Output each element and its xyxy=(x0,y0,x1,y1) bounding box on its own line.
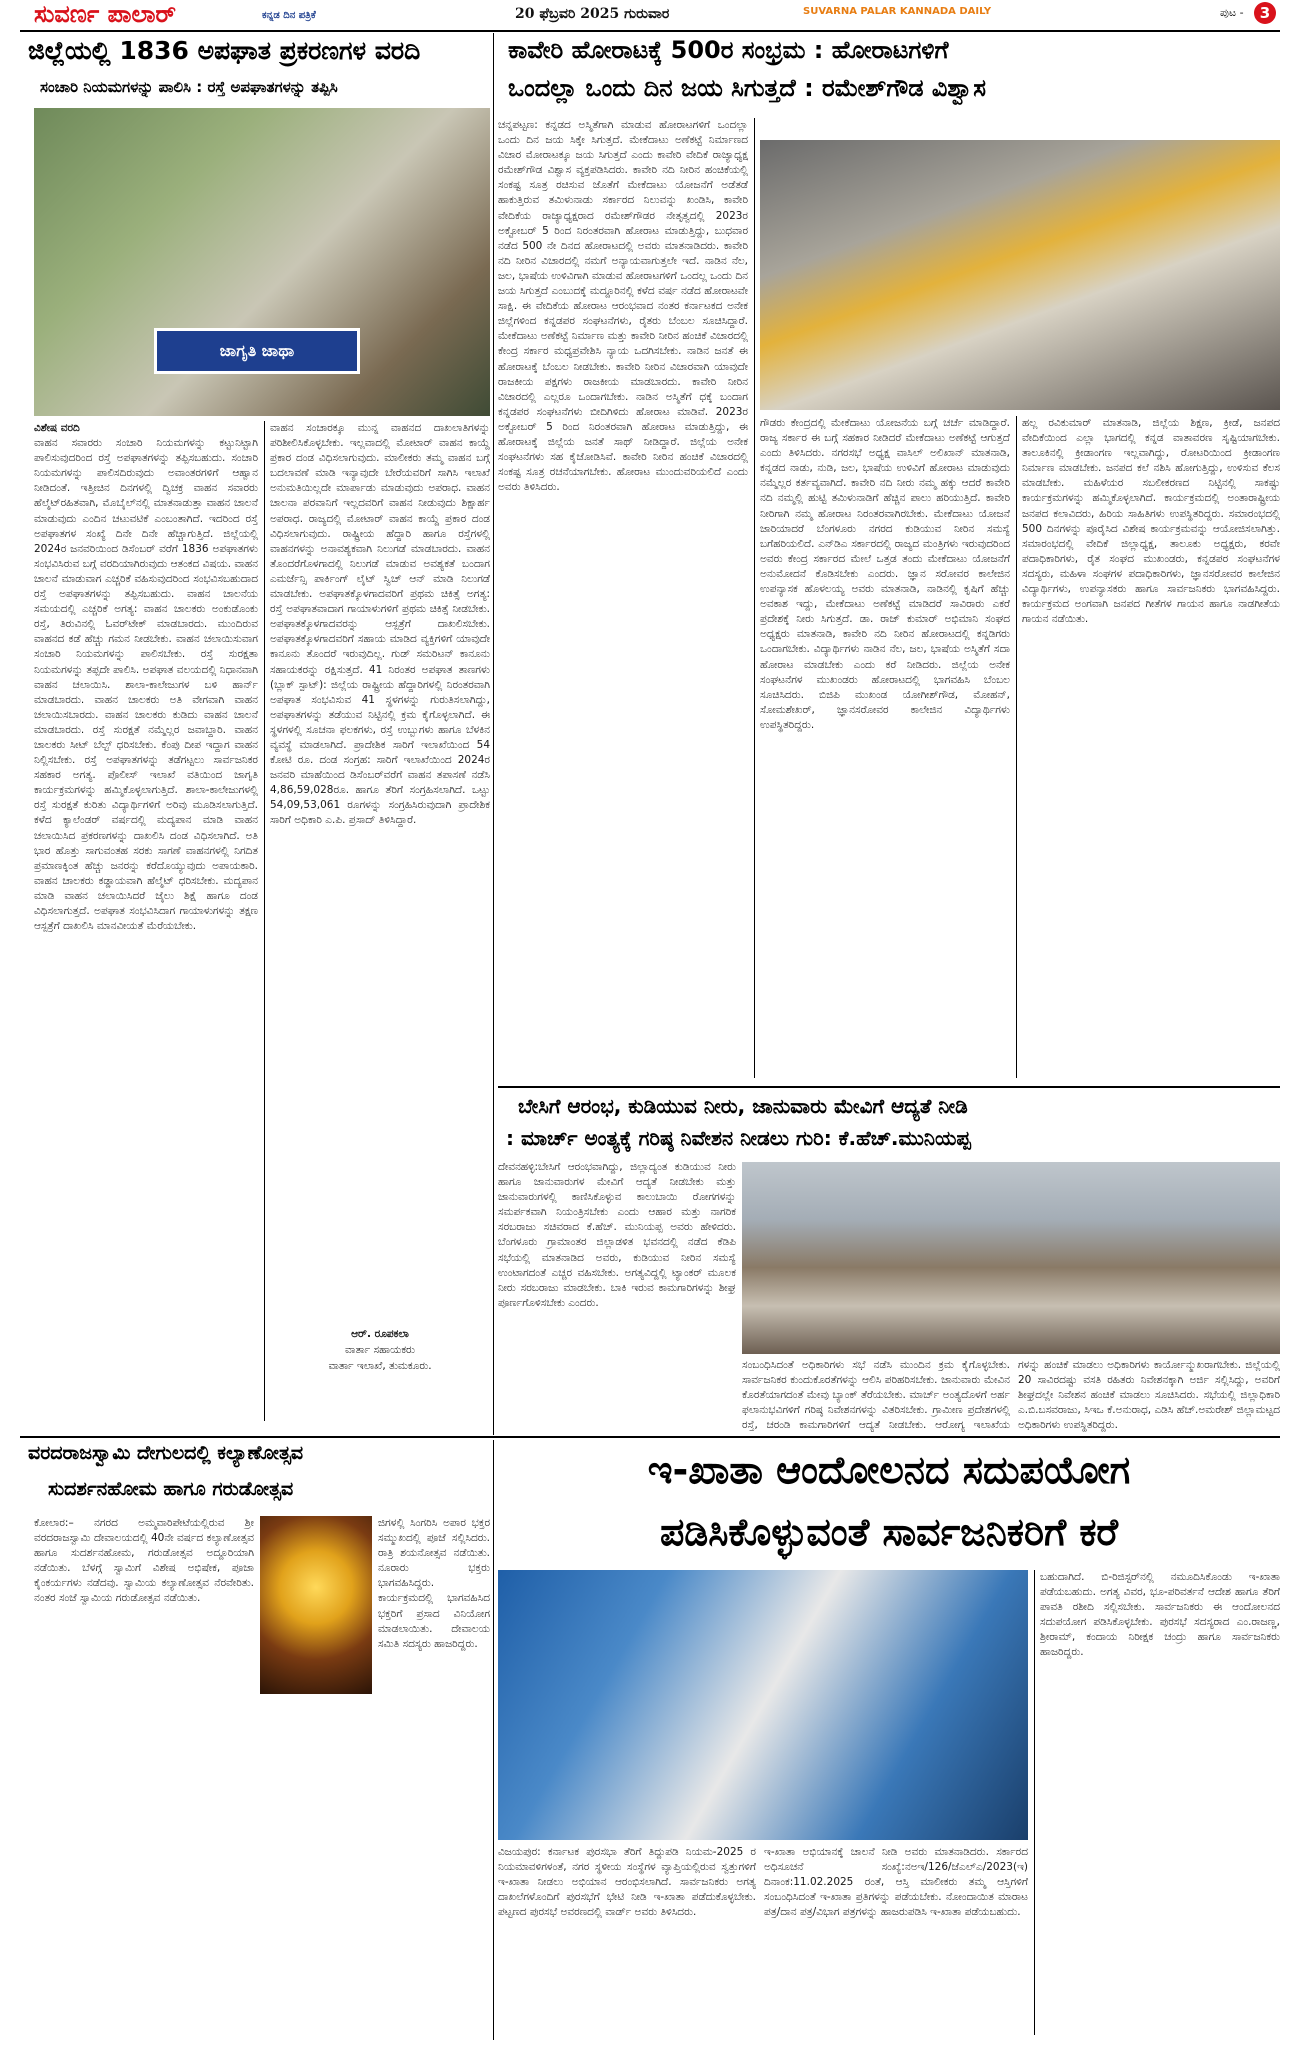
article5-col-left-text: ಕೋಲಾರ:– ನಗರದ ಅಮ್ಮವಾರಿಪೇಟೆಯಲ್ಲಿರುವ ಶ್ರೀ ವರದರಾಜಸ್ವಾಮಿ ದೇವಾಲಯದಲ್ಲಿ 40ನೇ ವರ್ಷದ ಕಲ್ಯಾಣೋತ್ಸವ ಹಾಗೂ ಸುದರ್ಶನಹೋಮ, ಗರುಡೋತ್ಸವ ಅದ್ದೂರಿಯಾಗಿ ನಡೆಯಿತು. ಬೆಳಗ್ಗೆ ಸ್ವಾಮಿಗೆ ವಿಶೇಷ ಅಭಿಷೇಕ, ಪೂಜಾ ಕೈಂಕರ್ಯಗಳು ನಡೆದವು. ಸ್ವಾಮಿಯ ಕಲ್ಯಾಣೋತ್ಸವ ನೆರವೇರಿತು. ನಂತರ ಸಂಜೆ ಸ್ವಾಮಿಯ ಗರುಡೋತ್ಸವ ನಡೆಯಿತು. xyxy=(34,1517,254,1605)
article3-col1 xyxy=(498,1160,736,1432)
article1-dateline: ವಿಶೇಷ ವರದಿ xyxy=(34,422,80,434)
photo-banner-text: ಜಾಗೃತಿ ಜಾಥಾ xyxy=(219,341,295,360)
article-cauvery-protest xyxy=(498,36,1280,1086)
page-number-badge xyxy=(1254,2,1276,24)
article4-headline-line2: ಪಡಿಸಿಕೊಳ್ಳುವಂತೆ ಸಾರ್ವಜನಿಕರಿಗೆ ಕರೆ xyxy=(659,1510,1119,1554)
article4-col3-text: ಬಹುದಾಗಿದೆ. ಬಿ-ರಿಜಿಸ್ಟರ್‌ನಲ್ಲಿ ನಮೂದಿಸಿಕೊಂಡು ಇ-ಖಾತಾ ಪಡೆಯಬಹುದು. ಅಗತ್ಯ ವಿವರ, ಭೂ-ಪರಿವರ್ತನೆ ಆದೇಶ ಹಾಗೂ ತೆರಿಗೆ ಪಾವತಿ ರಶೀದಿ ಸಲ್ಲಿಸಬೇಕು. ಸಾರ್ವಜನಿಕರು ಈ ಆಂದೋಲನದ ಸದುಪಯೋಗ ಪಡಿಸಿಕೊಳ್ಳಬೇಕು. ಪುರಸಭೆ ಸದಸ್ಯರಾದ ಎಂ.ರಾಜಣ್ಣ, ಶ್ರೀರಾಮ್, ಕಂದಾಯ ನಿರೀಕ್ಷಕ ಚಂದ್ರು ಹಾಗೂ ಸಾರ್ವಜನಿಕರು ಹಾಜರಿದ್ದರು. xyxy=(1040,1571,1280,1659)
article3-col2-text: ಸಂಬಂಧಿಸಿದಂತೆ ಅಧಿಕಾರಿಗಳು ಸಭೆ ನಡೆಸಿ ಮುಂದಿನ ಕ್ರಮ ಕೈಗೊಳ್ಳಬೇಕು. ಸಾರ್ವಜನಿಕರ ಕುಂದುಕೊರತೆಗಳನ್ನು ಆಲಿಸಿ ಪರಿಹರಿಸಬೇಕು. ಜಾನುವಾರು ಮೇವಿನ ಕೊರತೆಯಾಗದಂತೆ ಮೇವು ಬ್ಯಾಂಕ್ ತೆರೆಯಬೇಕು. ಮಾರ್ಚ್ ಅಂತ್ಯದೊಳಗೆ ಅರ್ಹ ಫಲಾನುಭವಿಗಳಿಗೆ ಗರಿಷ್ಠ ನಿವೇಶನಗಳನ್ನು ವಿತರಿಸಬೇಕು. ಗ್ರಾಮೀಣ ಪ್ರದೇಶಗಳಲ್ಲಿ ರಸ್ತೆ, ಚರಂಡಿ ಕಾಮಗಾರಿಗಳಿಗೆ ಆದ್ಯತೆ ನೀಡಬೇಕು. ಆರೋಗ್ಯ ಇಲಾಖೆಯ xyxy=(742,1359,1010,1432)
article5-col-right-text: ಜಿಗಳಲ್ಲಿ ಸಿಂಗರಿಸಿ ಅಪಾರ ಭಕ್ತರ ಸಮ್ಮುಖದಲ್ಲಿ ಪೂಜೆ ಸಲ್ಲಿಸಿದರು. ರಾತ್ರಿ ಶಯನೋತ್ಸವ ನಡೆಯಿತು. ನೂರಾರು ಭಕ್ತರು ಭಾಗವಹಿಸಿದ್ದರು. ಕಾರ್ಯಕ್ರಮದಲ್ಲಿ ಭಾಗವಹಿಸಿದ ಭಕ್ತರಿಗೆ ಪ್ರಸಾದ ವಿನಿಯೋಗ ಮಾಡಲಾಯಿತು. ದೇವಾಲಯ ಸಮಿತಿ ಸದಸ್ಯರು ಹಾಜರಿದ್ದರು. xyxy=(378,1517,490,1650)
english-paper-name: SUVARNA PALAR KANNADA DAILY xyxy=(803,6,992,17)
article4-col1 xyxy=(498,1845,756,2035)
article1-subhead: ಸಂಚಾರಿ ನಿಯಮಗಳನ್ನು ಪಾಲಿಸಿ : ರಸ್ತೆ ಅಪಘಾತಗಳನ್ನು ತಪ್ಪಿಸಿ xyxy=(40,78,338,96)
article2-bottom-rule xyxy=(498,1086,1280,1088)
article5-col-right xyxy=(378,1516,490,2036)
byline-role: ವಾರ್ತಾ ಸಹಾಯಕರು xyxy=(345,1344,415,1356)
article2-headline-line1: ಕಾವೇರಿ ಹೋರಾಟಕ್ಕೆ 500ರ ಸಂಭ್ರಮ : ಹೋರಾಟಗಳಿಗೆ xyxy=(508,36,949,64)
article3-col3 xyxy=(1018,1358,1280,1432)
article1-col1 xyxy=(34,421,258,1431)
article4-col2-text: ಇ-ಖಾತಾ ಅಭಿಯಾನಕ್ಕೆ ಚಾಲನೆ ನೀಡಿ ಅವರು ಮಾತನಾಡಿದರು. ಸರ್ಕಾರದ ಅಧಿಸೂಚನೆ ಸಂಖ್ಯೆ:ನಅಇ/126/ಜೆಎಲ್‌ಎ/2023(ಇ) ದಿನಾಂಕ:11.02.2025 ರಂತೆ, ಆಸ್ತಿ ಮಾಲೀಕರು ತಮ್ಮ ಆಸ್ತಿಗಳಿಗೆ ಸಂಬಂಧಿಸಿದಂತೆ ಇ-ಖಾತಾ ಪ್ರತಿಗಳನ್ನು ಪಡೆಯಬೇಕು. ನೋಂದಾಯಿತ ಮಾರಾಟ ಪತ್ರ/ದಾನ ಪತ್ರ/ವಿಭಾಗ ಪತ್ರಗಳನ್ನು ಹಾಜರುಪಡಿಸಿ ಇ-ಖಾತಾ ಪಡೆಯಬಹುದು. xyxy=(764,1846,1028,1919)
deity-photo xyxy=(260,1516,372,1694)
article2-col1-text: ಚನ್ನಪಟ್ಟಣ: ಕನ್ನಡದ ಅಸ್ಮಿತೆಗಾಗಿ ಮಾಡುವ ಹೋರಾಟಗಳಿಗೆ ಒಂದಲ್ಲಾ ಒಂದು ದಿನ ಜಯ ಸಿಕ್ಕೇ ಸಿಗುತ್ತದೆ. ಮೇಕೆದಾಟು ಅಣೆಕಟ್ಟೆ ನಿರ್ಮಾಣದ ವಿಚಾರ ಮೋರಾಟಕ್ಕೂ ಜಯ ಸಿಗುತ್ತದೆ ಎಂದು ಕಾವೇರಿ ವೇದಿಕೆ ರಾಜ್ಯಾಧ್ಯಕ್ಷ ರಮೇಶ್‌ಗೌಡ ವಿಶ್ವಾಸ ವ್ಯಕ್ತಪಡಿಸಿದರು. ಕಾವೇರಿ ನದಿ ನೀರಿನ ಹಂಚಿಕೆಯಲ್ಲಿ ಸಂಕಷ್ಟ ಸೂತ್ರ ರಚಿಸುವ ಜೊತೆಗೆ ಮೇಕೆದಾಟು ಯೋಜನೆಗೆ ಅಡೆತಡೆ ಹಾಕುತ್ತಿರುವ ತಮಿಳುನಾಡು ಸರ್ಕಾರದ ನಿಲುವನ್ನು ಖಂಡಿಸಿ, ಕಾವೇರಿ ವೇದಿಕೆಯ ರಾಜ್ಯಾಧ್ಯಕ್ಷರಾದ ರಮೇಶ್‌ಗೌಡರ ನೇತೃತ್ವದಲ್ಲಿ 2023ರ ಅಕ್ಟೋಬರ್ 5 ರಿಂದ ನಿರಂತರವಾಗಿ ಹೋರಾಟ ಮಾಡುತ್ತಿದ್ದು, ಬುಧವಾರ ನಡೆದ 500 ನೇ ದಿನದ ಹೋರಾಟದಲ್ಲಿ ಅವರು ಮಾತನಾಡಿದರು. ಕಾವೇರಿ ನದಿ ನೀರಿನ ವಿಚಾರದಲ್ಲಿ ನಮಗೆ ಅನ್ಯಾಯವಾಗುತ್ತಲೇ ಇದೆ. ನಾಡಿನ ನೆಲ, ಜಲ, ಭಾಷೆಯ ಉಳಿವಿಗಾಗಿ ಮಾಡುವ ಹೋರಾಟಗಳಿಗೆ ಒಂದಲ್ಲ ಒಂದು ದಿನ ಜಯ ಸಿಗುತ್ತದೆ ಎಂಬುದಕ್ಕೆ ಮದ್ದೂರಿನಲ್ಲಿ ಕಳೆದ ವರ್ಷ ನಡೆದ ಹೋರಾಟವೇ ಸಾಕ್ಷಿ. ಈ ವೇದಿಕೆಯ ಹೋರಾಟ ಆರಂಭವಾದ ನಂತರ ಕರ್ನಾಟಕದ ಅನೇಕ ಜಿಲ್ಲೆಗಳಿಂದ ಕನ್ನಡಪರ ಸಂಘಟನೆಗಳು, ರೈತರು ಬೆಂಬಲ ಸೂಚಿಸಿದ್ದಾರೆ. ಮೇಕೆದಾಟು ಅಣೆಕಟ್ಟೆ ನಿರ್ಮಾಣ ಮತ್ತು ಕಾವೇರಿ ನೀರಿನ ಹಂಚಿಕೆ ವಿಚಾರದಲ್ಲಿ ಕೇಂದ್ರ ಸರ್ಕಾರ ಮಧ್ಯಪ್ರವೇಶಿಸಿ ನ್ಯಾಯ ಒದಗಿಸಬೇಕು. ನಾಡಿನ ಜನತೆ ಈ ಹೋರಾಟಕ್ಕೆ ಬೆಂಬಲ ನೀಡಬೇಕು. ಕಾವೇರಿ ನೀರಿನ ವಿಚಾರವಾಗಿ ಯಾವುದೇ ರಾಜಕೀಯ ಪಕ್ಷಗಳು ರಾಜಕೀಯ ಮಾಡಬಾರದು. ಕಾವೇರಿ ನೀರಿನ ವಿಚಾರದಲ್ಲಿ ಎಲ್ಲರೂ ಒಂದಾಗಬೇಕು. ನಾಡಿನ ಅಸ್ಮಿತೆಗೆ ಧಕ್ಕೆ ಬಂದಾಗ ಕನ್ನಡಪರ ಸಂಘಟನೆಗಳು ಬೀದಿಗಿಳಿದು ಹೋರಾಟ ಮಾಡಿವೆ. 2023ರ ಅಕ್ಟೋಬರ್ 5 ರಿಂದ ನಿರಂತರವಾಗಿ ಹೋರಾಟ ಮಾಡುತ್ತಿದ್ದು, ಈ ಹೋರಾಟಕ್ಕೆ ಜಿಲ್ಲೆಯ ಜನತೆ ಸಾಥ್ ನೀಡಿದ್ದಾರೆ. ಜಿಲ್ಲೆಯ ಅನೇಕ ಸಂಘಟನೆಗಳು ಸಹ ಕೈಜೋಡಿಸಿವೆ. ಕಾವೇರಿ ನೀರಿನ ಹಂಚಿಕೆ ವಿಚಾರದಲ್ಲಿ ಸಂಕಷ್ಟ ಸೂತ್ರ ರಚನೆಯಾಗಬೇಕು. ಹೋರಾಟ ಮುಂದುವರಿಯಲಿದೆ ಎಂದು ಅವರು ತಿಳಿಸಿದರು. xyxy=(498,119,748,494)
article-ekhata xyxy=(498,1440,1280,2040)
article-accident-report xyxy=(20,36,490,1436)
article-summer-water xyxy=(498,1090,1280,1435)
article2-col-divider-2 xyxy=(1016,416,1017,1078)
article2-headline-line2: ಒಂದಲ್ಲಾ ಒಂದು ದಿನ ಜಯ ಸಿಗುತ್ತದೆ : ರಮೇಶ್‌ಗೌಡ ವಿಶ್ವಾಸ xyxy=(508,74,987,102)
article3-bottom-rule xyxy=(20,1436,1280,1438)
column-divider-bottom xyxy=(493,1440,494,2040)
article4-col1-text: ವಿಜಯಪುರ: ಕರ್ನಾಟಕ ಪುರಸಭಾ ತೆರಿಗೆ ತಿದ್ದುಪಡಿ ನಿಯಮ-2025 ರ ನಿಯಮಾವಳಿಗಳಂತೆ, ನಗರ ಸ್ಥಳೀಯ ಸಂಸ್ಥೆಗಳ ವ್ಯಾಪ್ತಿಯಲ್ಲಿರುವ ಸ್ವತ್ತುಗಳಿಗೆ ಇ-ಖಾತಾ ನೀಡಲು ಅಭಿಯಾನ ಆರಂಭಿಸಲಾಗಿದೆ. ಸಾರ್ವಜನಿಕರು ಅಗತ್ಯ ದಾಖಲೆಗಳೊಂದಿಗೆ ಪುರಸಭೆಗೆ ಭೇಟಿ ನೀಡಿ ಇ-ಖಾತಾ ಪಡೆದುಕೊಳ್ಳಬೇಕು. ಪಟ್ಟಣದ ಪುರಸಭೆ ಅವರಣದಲ್ಲಿ ವಾರ್ಡ್ ಅವರು ತಿಳಿಸಿದರು. xyxy=(498,1846,756,1919)
meeting-photo xyxy=(742,1162,1280,1354)
paper-tagline: ಕನ್ನಡ ದಿನ ಪತ್ರಿಕೆ xyxy=(262,10,316,21)
article2-col2-text: ಗೌಡರು ಕೇಂದ್ರದಲ್ಲಿ ಮೇಕೆದಾಟು ಯೋಜನೆಯ ಬಗ್ಗೆ ಚರ್ಚೆ ಮಾಡಿದ್ದಾರೆ. ರಾಜ್ಯ ಸರ್ಕಾರ ಈ ಬಗ್ಗೆ ಸಹಕಾರ ನೀಡಿದರೆ ಮೇಕೆದಾಟು ಅಣೆಕಟ್ಟೆ ಆಗುತ್ತದೆ ಎಂದು ತಿಳಿಸಿದರು. ನಗರಸಭೆ ಅಧ್ಯಕ್ಷ ವಾಸಿಲ್ ಅಲಿಖಾನ್ ಮಾತನಾಡಿ, ಕನ್ನಡದ ನಾಡು, ನುಡಿ, ಜಲ, ಭಾಷೆಯ ಉಳಿವಿಗೆ ಹೋರಾಟ ಮಾಡುವುದು ನಮ್ಮೆಲ್ಲರ ಕರ್ತವ್ಯವಾಗಿದೆ. ಕಾವೇರಿ ನದಿ ನೀರು ನಮ್ಮ ಹಕ್ಕು ಆದರೆ ಕಾವೇರಿ ನದಿ ನಮ್ಮಲ್ಲಿ ಹುಟ್ಟಿ ತಮಿಳುನಾಡಿಗೆ ಹೆಚ್ಚಿನ ಪಾಲು ಹರಿಯುತ್ತಿದೆ. ಕಾವೇರಿ ನೀರಿಗಾಗಿ ನಮ್ಮ ಹೋರಾಟ ನಿರಂತರವಾಗಿರಬೇಕು. ಮೇಕೆದಾಟು ಯೋಜನೆ ಜಾರಿಯಾದರೆ ಬೆಂಗಳೂರು ನಗರದ ಕುಡಿಯುವ ನೀರಿನ ಸಮಸ್ಯೆ ಬಗೆಹರಿಯಲಿದೆ. ಎನ್‌ಡಿಎ ಸರ್ಕಾರದಲ್ಲಿ ರಾಜ್ಯದ ಮಂತ್ರಿಗಳು ಇರುವುದರಿಂದ ಅವರು ಕೇಂದ್ರ ಸರ್ಕಾರದ ಮೇಲೆ ಒತ್ತಡ ತಂದು ಮೇಕೆದಾಟು ಯೋಜನೆಗೆ ಅನುಮೋದನೆ ಕೊಡಿಸಬೇಕು ಎಂದರು. ಜ್ಞಾನ ಸರೋವರ ಕಾಲೇಜಿನ ಉಪನ್ಯಾಸಕ ಹೊಳಲಯ್ಯ ಅವರು ಮಾತನಾಡಿ, ನಾಡಿನಲ್ಲಿ ಕೃಷಿಗೆ ಹೆಚ್ಚು ಅವಕಾಶ ಇದ್ದು, ಮೇಕೆದಾಟು ಅಣೆಕಟ್ಟೆ ಮಾಡಿದರೆ ಸಾವಿರಾರು ಎಕರೆ ಪ್ರದೇಶಕ್ಕೆ ನೀರು ಸಿಗುತ್ತದೆ. ಡಾ. ರಾಜ್ ಕುಮಾರ್ ಅಭಿಮಾನಿ ಸಂಘದ ಅಧ್ಯಕ್ಷರು ಮಾತನಾಡಿ, ಕಾವೇರಿ ನದಿ ನೀರಿನ ಹೋರಾಟದಲ್ಲಿ ಕನ್ನಡಿಗರು ಒಂದಾಗಬೇಕು. ವಿದ್ಯಾರ್ಥಿಗಳು ನಾಡಿನ ನೆಲ, ಜಲ, ಭಾಷೆಯ ಅಸ್ಮಿತೆಗೆ ಸದಾ ಹೋರಾಟ ಮಾಡಬೇಕು ಎಂದು ಕರೆ ನೀಡಿದರು. ಜಿಲ್ಲೆಯ ಅನೇಕ ಸಂಘಟನೆಗಳ ಮುಖಂಡರು ಹೋರಾಟದಲ್ಲಿ ಭಾಗವಹಿಸಿ ಬೆಂಬಲ ಸೂಚಿಸಿದರು. ಬಿಜಿಪಿ ಮುಖಂಡ ಯೋಗೀಶ್‌ಗೌಡ, ಮೋಹನ್, ಸೋಮಶೇಖರ್, ಜ್ಞಾನಸರೋವರ ಕಾಲೇಜಿನ ವಿದ್ಯಾರ್ಥಿಗಳು ಉಪಸ್ಥಿತರಿದ್ದರು. xyxy=(760,417,1010,731)
page-label: ಪುಟ - xyxy=(1220,6,1244,19)
column-divider-main xyxy=(493,33,494,1435)
article4-col2 xyxy=(764,1845,1028,2035)
article2-col-divider-1 xyxy=(754,118,755,1078)
protest-photo xyxy=(760,140,1280,410)
article5-col-left xyxy=(34,1516,254,2036)
ekhata-photo xyxy=(498,1570,1028,1840)
photo-banner xyxy=(154,328,360,374)
page-number: 3 xyxy=(1259,4,1271,22)
issue-date: 20 ಫೆಬ್ರವರಿ 2025 ಗುರುವಾರ xyxy=(515,6,670,22)
masthead-rule xyxy=(20,30,1280,32)
article4-col-divider xyxy=(1034,1570,1035,2035)
article3-headline-line1: ಬೇಸಿಗೆ ಆರಂಭ, ಕುಡಿಯುವ ನೀರು, ಜಾನುವಾರು ಮೇವಿಗೆ ಆದ್ಯತೆ ನೀಡಿ xyxy=(518,1094,968,1118)
article2-col1 xyxy=(498,118,748,1078)
article4-col3 xyxy=(1040,1570,1280,2035)
article3-headline-line2: : ಮಾರ್ಚ್ ಅಂತ್ಯಕ್ಕೆ ಗರಿಷ್ಠ ನಿವೇಶನ ನೀಡಲು ಗುರಿ: ಕೆ.ಹೆಚ್.ಮುನಿಯಪ್ಪ xyxy=(506,1126,971,1150)
article1-col1-text: ವಾಹನ ಸವಾರರು ಸಂಚಾರಿ ನಿಯಮಗಳನ್ನು ಕಟ್ಟುನಿಟ್ಟಾಗಿ ಪಾಲಿಸುವುದರಿಂದ ರಸ್ತೆ ಅಪಘಾತಗಳನ್ನು ತಪ್ಪಿಸಬಹುದು. ಸಂಚಾರಿ ನಿಯಮಗಳನ್ನು ಪಾಲಿಸದಿರುವುದು ಅವಾಂತರಗಳಿಗೆ ಆಹ್ವಾನ ನೀಡಿದಂತೆ. ಇತ್ತೀಚಿನ ದಿನಗಳಲ್ಲಿ ದ್ವಿಚಕ್ರ ವಾಹನ ಸವಾರರು ಹೆಲ್ಮೆಟ್‌ರಹಿತವಾಗಿ, ಮೊಬೈಲ್‌ನಲ್ಲಿ ಮಾತನಾಡುತ್ತಾ ವಾಹನ ಚಾಲನೆ ಮಾಡುವುದು ಎಂದಿನ ಚಟುವಟಿಕೆ ಎಂಬಂತಾಗಿದೆ. ಇದರಿಂದ ರಸ್ತೆ ಅಪಘಾತಗಳ ಸಂಖ್ಯೆ ದಿನೇ ದಿನೇ ಹೆಚ್ಚಾಗುತ್ತಿದೆ. ಜಿಲ್ಲೆಯಲ್ಲಿ 2024ರ ಜನವರಿಯಿಂದ ಡಿಸೆಂಬರ್ ವರೆಗೆ 1836 ಅಪಘಾತಗಳು ಸಂಭವಿಸಿರುವ ಬಗ್ಗೆ ವರದಿಯಾಗಿರುವುದು ಆತಂಕದ ವಿಷಯ. ವಾಹನ ಚಾಲನೆ ಮಾಡುವಾಗ ಎಚ್ಚರಿಕೆ ವಹಿಸುವುದರಿಂದ ಸಂಭವಿಸಬಹುದಾದ ರಸ್ತೆ ಅಪಘಾತಗಳನ್ನು ತಪ್ಪಿಸಬಹುದು. ವಾಹನ ಚಾಲನೆಯ ಸಮಯದಲ್ಲಿ ಎಚ್ಚರಿಕೆ ಅಗತ್ಯ: ವಾಹನ ಚಾಲಕರು ಅಂಕುಡೊಂಕು ರಸ್ತೆ, ತಿರುವಿನಲ್ಲಿ ಓವರ್‌ಟೇಕ್ ಮಾಡಬಾರದು. ಮುಂದಿರುವ ವಾಹನದ ಕಡೆ ಹೆಚ್ಚು ಗಮನ ನೀಡಬೇಕು. ವಾಹನ ಚಲಾಯಿಸುವಾಗ ಸಂಚಾರಿ ನಿಯಮಗಳನ್ನು ಪಾಲಿಸಬೇಕು. ರಸ್ತೆ ಸುರಕ್ಷತಾ ನಿಯಮಗಳನ್ನು ತಪ್ಪದೇ ಪಾಲಿಸಿ. ಅಪಘಾತ ವಲಯದಲ್ಲಿ ನಿಧಾನವಾಗಿ ವಾಹನ ಚಲಾಯಿಸಿ. ಶಾಲಾ-ಕಾಲೇಜುಗಳ ಬಳಿ ಹಾರ್ನ್ ಮಾಡಬಾರದು. ವಾಹನ ಚಾಲಕರು ಅತಿ ವೇಗವಾಗಿ ವಾಹನ ಚಲಾಯಿಸಬಾರದು. ವಾಹನ ಚಾಲಕರು ಕುಡಿದು ವಾಹನ ಚಾಲನೆ ಮಾಡಬಾರದು. ರಸ್ತೆ ಸುರಕ್ಷತೆ ನಮ್ಮೆಲ್ಲರ ಜವಾಬ್ದಾರಿ. ವಾಹನ ಚಾಲಕರು ಸೀಟ್ ಬೆಲ್ಟ್ ಧರಿಸಬೇಕು. ಕೆಂಪು ದೀಪ ಇದ್ದಾಗ ವಾಹನ ನಿಲ್ಲಿಸಬೇಕು. ರಸ್ತೆ ಅಪಘಾತಗಳನ್ನು ತಡೆಗಟ್ಟಲು ಸಾರ್ವಜನಿಕರ ಸಹಕಾರ ಅಗತ್ಯ. ಪೊಲೀಸ್ ಇಲಾಖೆ ವತಿಯಿಂದ ಜಾಗೃತಿ ಕಾರ್ಯಕ್ರಮಗಳನ್ನು ಹಮ್ಮಿಕೊಳ್ಳಲಾಗುತ್ತಿದೆ. ಶಾಲಾ-ಕಾಲೇಜುಗಳಲ್ಲಿ ರಸ್ತೆ ಸುರಕ್ಷತೆ ಕುರಿತು ವಿದ್ಯಾರ್ಥಿಗಳಿಗೆ ಅರಿವು ಮೂಡಿಸಲಾಗುತ್ತಿದೆ. ಕಳೆದ ಕ್ಯಾಲೆಂಡರ್ ವರ್ಷದಲ್ಲಿ ಮದ್ಯಪಾನ ಮಾಡಿ ವಾಹನ ಚಲಾಯಿಸಿದ ಪ್ರಕರಣಗಳನ್ನು ದಾಖಲಿಸಿ ದಂಡ ವಿಧಿಸಲಾಗಿದೆ. ಅತಿ ಭಾರ ಹೊತ್ತು ಸಾಗುವಂತಹ ಸರಕು ಸಾಗಣೆ ವಾಹನಗಳಲ್ಲಿ ನಿಗದಿತ ಪ್ರಮಾಣಕ್ಕಿಂತ ಹೆಚ್ಚು ಜನರನ್ನು ಕರೆದೊಯ್ಯುವುದು ಅಪಾಯಕಾರಿ. ವಾಹನ ಚಾಲಕರು ಕಡ್ಡಾಯವಾಗಿ ಹೆಲ್ಮೆಟ್ ಧರಿಸಬೇಕು. ಮದ್ಯಪಾನ ಮಾಡಿ ವಾಹನ ಚಲಾಯಿಸಿದರೆ ಜೈಲು ಶಿಕ್ಷೆ ಹಾಗೂ ದಂಡ ವಿಧಿಸಲಾಗುತ್ತದೆ. ಅಪಘಾತ ಸಂಭವಿಸಿದಾಗ ಗಾಯಾಳುಗಳನ್ನು ತಕ್ಷಣ ಆಸ್ಪತ್ರೆಗೆ ದಾಖಲಿಸಿ ಮಾನವೀಯತೆ ಮೆರೆಯಬೇಕು. xyxy=(34,437,258,933)
article5-subhead: ಸುದರ್ಶನಹೋಮ ಹಾಗೂ ಗರುಡೋತ್ಸವ xyxy=(48,1478,294,1500)
byline-dept: ವಾರ್ತಾ ಇಲಾಖೆ, ತುಮಕೂರು. xyxy=(328,1360,432,1372)
masthead xyxy=(0,0,1299,30)
article3-col2 xyxy=(742,1358,1010,1432)
article1-col-divider xyxy=(264,421,265,1421)
article2-col2 xyxy=(760,416,1010,1078)
article3-col3-text: ಗಳನ್ನು ಹಂಚಿಕೆ ಮಾಡಲು ಅಧಿಕಾರಿಗಳು ಕಾರ್ಯೋನ್ಮುಖರಾಗಬೇಕು. ಜಿಲ್ಲೆಯಲ್ಲಿ 20 ಸಾವಿರದಷ್ಟು ವಸತಿ ರಹಿತರು ನಿವೇಶನಕ್ಕಾಗಿ ಅರ್ಜಿ ಸಲ್ಲಿಸಿದ್ದು, ಅವರಿಗೆ ಶೀಘ್ರದಲ್ಲೇ ನಿವೇಶನ ಹಂಚಿಕೆ ಮಾಡಲು ಸೂಚಿಸಿದರು. ಸಭೆಯಲ್ಲಿ ಜಿಲ್ಲಾಧಿಕಾರಿ ಎ.ಬಿ.ಬಸವರಾಜು, ಸಿಇಒ ಕೆ.ಅನುರಾಧ, ಎಡಿಸಿ ಹೆಚ್.ಅಮರೇಶ್ ಜಿಲ್ಲಾಮಟ್ಟದ ಅಧಿಕಾರಿಗಳು ಉಪಸ್ಥಿತರಿದ್ದರು. xyxy=(1018,1359,1280,1432)
article2-col3-text: ಹಲ್ಲ ರವಿಕುಮಾರ್ ಮಾತನಾಡಿ, ಜಿಲ್ಲೆಯ ಶಿಕ್ಷಣ, ಕ್ರೀಡೆ, ಜನಪದ ವೇದಿಕೆಯಿಂದ ಎಲ್ಲಾ ಭಾಗದಲ್ಲಿ ಕನ್ನಡ ವಾತಾವರಣ ಸೃಷ್ಟಿಯಾಗಬೇಕು. ತಾಲೂಕಿನಲ್ಲಿ ಕ್ರೀಡಾಂಗಣ ಇಲ್ಲವಾಗಿದ್ದು, ರೋಟರಿಯಿಂದ ಕ್ರೀಡಾಂಗಣ ನಿರ್ಮಾಣ ಮಾಡಬೇಕು. ಜನಪದ ಕಲೆ ನಶಿಸಿ ಹೋಗುತ್ತಿದ್ದು, ಉಳಿಸುವ ಕೆಲಸ ಮಾಡಬೇಕು. ಮಹಿಳೆಯರ ಸಬಲೀಕರಣದ ನಿಟ್ಟಿನಲ್ಲಿ ಸಾಕಷ್ಟು ಕಾರ್ಯಕ್ರಮಗಳನ್ನು ಹಮ್ಮಿಕೊಳ್ಳಲಾಗಿದೆ. ಕಾರ್ಯಕ್ರಮದಲ್ಲಿ ಅಂತಾರಾಷ್ಟ್ರೀಯ ಜನಪದ ಕಲಾವಿದರು, ಹಿರಿಯ ಸಾಹಿತಿಗಳು ಉಪಸ್ಥಿತರಿದ್ದರು. ಸಮಾರಂಭದಲ್ಲಿ 500 ದಿನಗಳನ್ನು ಪೂರೈಸಿದ ವಿಶೇಷ ಕಾರ್ಯಕ್ರಮವನ್ನು ಆಯೋಜಿಸಲಾಗಿತ್ತು. ಸಮಾರಂಭದಲ್ಲಿ ವೇದಿಕೆ ಜಿಲ್ಲಾಧ್ಯಕ್ಷ, ತಾಲೂಕು ಅಧ್ಯಕ್ಷರು, ಕರವೇ ಪದಾಧಿಕಾರಿಗಳು, ರೈತ ಸಂಘದ ಮುಖಂಡರು, ಕನ್ನಡಪರ ಸಂಘಟನೆಗಳ ಸದಸ್ಯರು, ಮಹಿಳಾ ಸಂಘಗಳ ಪದಾಧಿಕಾರಿಗಳು, ಜ್ಞಾನಸರೋವರ ಕಾಲೇಜಿನ ವಿದ್ಯಾರ್ಥಿಗಳು, ಉಪನ್ಯಾಸಕರು ಹಾಗೂ ಸಾರ್ವಜನಿಕರು ಭಾಗವಹಿಸಿದ್ದರು. ಕಾರ್ಯಕ್ರಮದ ಅಂಗವಾಗಿ ಜನಪದ ಗೀತೆಗಳ ಗಾಯನ ಹಾಗೂ ನಾಡಗೀತೆಯ ಗಾಯನ ನಡೆಯಿತು. xyxy=(1022,417,1280,626)
article1-byline xyxy=(270,1326,490,1386)
article1-col2-text: ವಾಹನ ಸಂಚಾರಕ್ಕೂ ಮುನ್ನ ವಾಹನದ ದಾಖಲಾತಿಗಳನ್ನು ಪರಿಶೀಲಿಸಿಕೊಳ್ಳಬೇಕು. ಇಲ್ಲವಾದಲ್ಲಿ ಮೋಟಾರ್ ವಾಹನ ಕಾಯ್ದೆ ಪ್ರಕಾರ ದಂಡ ವಿಧಿಸಲಾಗುವುದು. ಮಾಲೀಕರು ತಮ್ಮ ವಾಹನ ಬಗ್ಗೆ ಬದಲಾವಣೆ ಮಾಡಿ ಇನ್ಯಾವುದೇ ಬೇರೆಯವರಿಗೆ ಸಾಗಿಸಿ ಇಲಾಖೆ ಅನುಮತಿಯಿಲ್ಲದೇ ಮಾರ್ಪಾಡು ಮಾಡುವುದು ಅಪರಾಧ. ವಾಹನ ಚಾಲನಾ ಪರವಾನಿಗೆ ಇಲ್ಲದವರಿಗೆ ವಾಹನ ನೀಡುವುದು ಶಿಕ್ಷಾರ್ಹ ಅಪರಾಧ. ರಾಜ್ಯದಲ್ಲಿ ಮೋಟಾರ್ ವಾಹನ ಕಾಯ್ದೆ ಪ್ರಕಾರ ದಂಡ ವಿಧಿಸಲಾಗುವುದು. ರಾಷ್ಟ್ರೀಯ ಹೆದ್ದಾರಿ ಹಾಗೂ ರಸ್ತೆಗಳಲ್ಲಿ ವಾಹನಗಳನ್ನು ಅನಾವಶ್ಯಕವಾಗಿ ನಿಲುಗಡೆ ಮಾಡಬಾರದು. ವಾಹನ ತೊಂದರೆಗೊಳಗಾದಲ್ಲಿ ನಿಲುಗಡೆ ಮಾಡುವ ಅವಶ್ಯಕತೆ ಬಂದಾಗ ಎಮರ್ಜೆನ್ಸಿ ಪಾರ್ಕಿಂಗ್ ಲೈಟ್ ಸ್ವಿಚ್ ಆನ್ ಮಾಡಿ ನಿಲುಗಡೆ ಮಾಡಬೇಕು. ಅಪಘಾತಕ್ಕೊಳಗಾದವರಿಗೆ ಪ್ರಥಮ ಚಿಕಿತ್ಸೆ ಅಗತ್ಯ: ರಸ್ತೆ ಅಪಘಾತವಾದಾಗ ಗಾಯಾಳುಗಳಿಗೆ ಪ್ರಥಮ ಚಿಕಿತ್ಸೆ ನೀಡಬೇಕು. ಅಪಘಾತಕ್ಕೊಳಗಾದವರನ್ನು ಆಸ್ಪತ್ರೆಗೆ ದಾಖಲಿಸಬೇಕು. ಅಪಘಾತಕ್ಕೊಳಗಾದವರಿಗೆ ಸಹಾಯ ಮಾಡಿದ ವ್ಯಕ್ತಿಗಳಿಗೆ ಯಾವುದೇ ಕಾನೂನು ತೊಂದರೆ ಇರುವುದಿಲ್ಲ. ಗುಡ್ ಸಮರಿಟನ್ ಕಾನೂನು ಸಹಾಯಕರನ್ನು ರಕ್ಷಿಸುತ್ತದೆ. 41 ನಿರಂತರ ಅಪಘಾತ ತಾಣಗಳು (ಬ್ಲಾಕ್ ಸ್ಪಾಟ್): ಜಿಲ್ಲೆಯ ರಾಷ್ಟ್ರೀಯ ಹೆದ್ದಾರಿಗಳಲ್ಲಿ ನಿರಂತರವಾಗಿ ಅಪಘಾತ ಸಂಭವಿಸುವ 41 ಸ್ಥಳಗಳನ್ನು ಗುರುತಿಸಲಾಗಿದ್ದು, ಅಪಘಾತಗಳನ್ನು ತಡೆಯುವ ನಿಟ್ಟಿನಲ್ಲಿ ಕ್ರಮ ಕೈಗೊಳ್ಳಲಾಗಿದೆ. ಈ ಸ್ಥಳಗಳಲ್ಲಿ ಸೂಚನಾ ಫಲಕಗಳು, ರಸ್ತೆ ಉಬ್ಬುಗಳು ಹಾಗೂ ಬೆಳಕಿನ ವ್ಯವಸ್ಥೆ ಮಾಡಲಾಗಿದೆ. ಪ್ರಾದೇಶಿಕ ಸಾರಿಗೆ ಇಲಾಖೆಯಿಂದ 54 ಕೋಟಿ ರೂ. ದಂಡ ಸಂಗ್ರಹ: ಸಾರಿಗೆ ಇಲಾಖೆಯಿಂದ 2024ರ ಜನವರಿ ಮಾಹೆಯಿಂದ ಡಿಸೆಂಬರ್‌ವರೆಗೆ ವಾಹನ ತಪಾಸಣೆ ನಡೆಸಿ 4,86,59,028ರೂ. ಹಾಗೂ ತೆರಿಗೆ ಸಂಗ್ರಹಿಸಲಾಗಿದೆ. ಒಟ್ಟು 54,09,53,061 ರೂಗಳನ್ನು ಸಂಗ್ರಹಿಸಿರುವುದಾಗಿ ಪ್ರಾದೇಶಿಕ ಸಾರಿಗೆ ಅಧಿಕಾರಿ ಎ.ಪಿ. ಪ್ರಸಾದ್ ತಿಳಿಸಿದ್ದಾರೆ. xyxy=(270,422,490,827)
rally-photo xyxy=(34,108,490,416)
article2-col3 xyxy=(1022,416,1280,1078)
article3-col1-text: ದೇವನಹಳ್ಳಿ:ಬೇಸಿಗೆ ಆರಂಭವಾಗಿದ್ದು, ಜಿಲ್ಲಾದ್ಯಂತ ಕುಡಿಯುವ ನೀರು ಹಾಗೂ ಜಾನುವಾರುಗಳ ಮೇವಿಗೆ ಆದ್ಯತೆ ನೀಡಬೇಕು ಮತ್ತು ಜಾನುವಾರುಗಳಲ್ಲಿ ಕಾಣಿಸಿಕೊಳ್ಳುವ ಕಾಲುಬಾಯಿ ರೋಗಗಳನ್ನು ಸಮರ್ಪಕವಾಗಿ ನಿಯಂತ್ರಿಸಬೇಕು ಎಂದು ಆಹಾರ ಮತ್ತು ನಾಗರಿಕ ಸರಬರಾಜು ಸಚಿವರಾದ ಕೆ.ಹೆಚ್. ಮುನಿಯಪ್ಪ ಅವರು ಹೇಳಿದರು. ಬೆಂಗಳೂರು ಗ್ರಾಮಾಂತರ ಜಿಲ್ಲಾಡಳಿತ ಭವನದಲ್ಲಿ ನಡೆದ ಕೆಡಿಪಿ ಸಭೆಯಲ್ಲಿ ಮಾತನಾಡಿದ ಅವರು, ಕುಡಿಯುವ ನೀರಿನ ಸಮಸ್ಯೆ ಉಂಟಾಗದಂತೆ ಎಚ್ಚರ ವಹಿಸಬೇಕು. ಅಗತ್ಯವಿದ್ದಲ್ಲಿ ಟ್ಯಾಂಕರ್ ಮೂಲಕ ನೀರು ಸರಬರಾಜು ಮಾಡಬೇಕು. ಬಾಕಿ ಇರುವ ಕಾಮಗಾರಿಗಳನ್ನು ಶೀಘ್ರ ಪೂರ್ಣಗೊಳಿಸಬೇಕು ಎಂದರು. xyxy=(498,1161,736,1309)
article4-headline-line1: ಇ-ಖಾತಾ ಆಂದೋಲನದ ಸದುಪಯೋಗ xyxy=(647,1448,1131,1492)
article1-col2 xyxy=(270,421,490,1311)
article5-headline: ವರದರಾಜಸ್ವಾಮಿ ದೇಗುಲದಲ್ಲಿ ಕಲ್ಯಾಣೋತ್ಸವ xyxy=(28,1442,304,1464)
article-varadaraja-temple xyxy=(20,1442,490,2042)
byline-name: ಆರ್. ರೂಪಕಲಾ xyxy=(351,1328,409,1340)
paper-name: ಸುವರ್ಣ ಪಾಲಾರ್ xyxy=(34,0,176,28)
article1-headline: ಜಿಲ್ಲೆಯಲ್ಲಿ 1836 ಅಪಘಾತ ಪ್ರಕರಣಗಳ ವರದಿ xyxy=(28,36,421,65)
